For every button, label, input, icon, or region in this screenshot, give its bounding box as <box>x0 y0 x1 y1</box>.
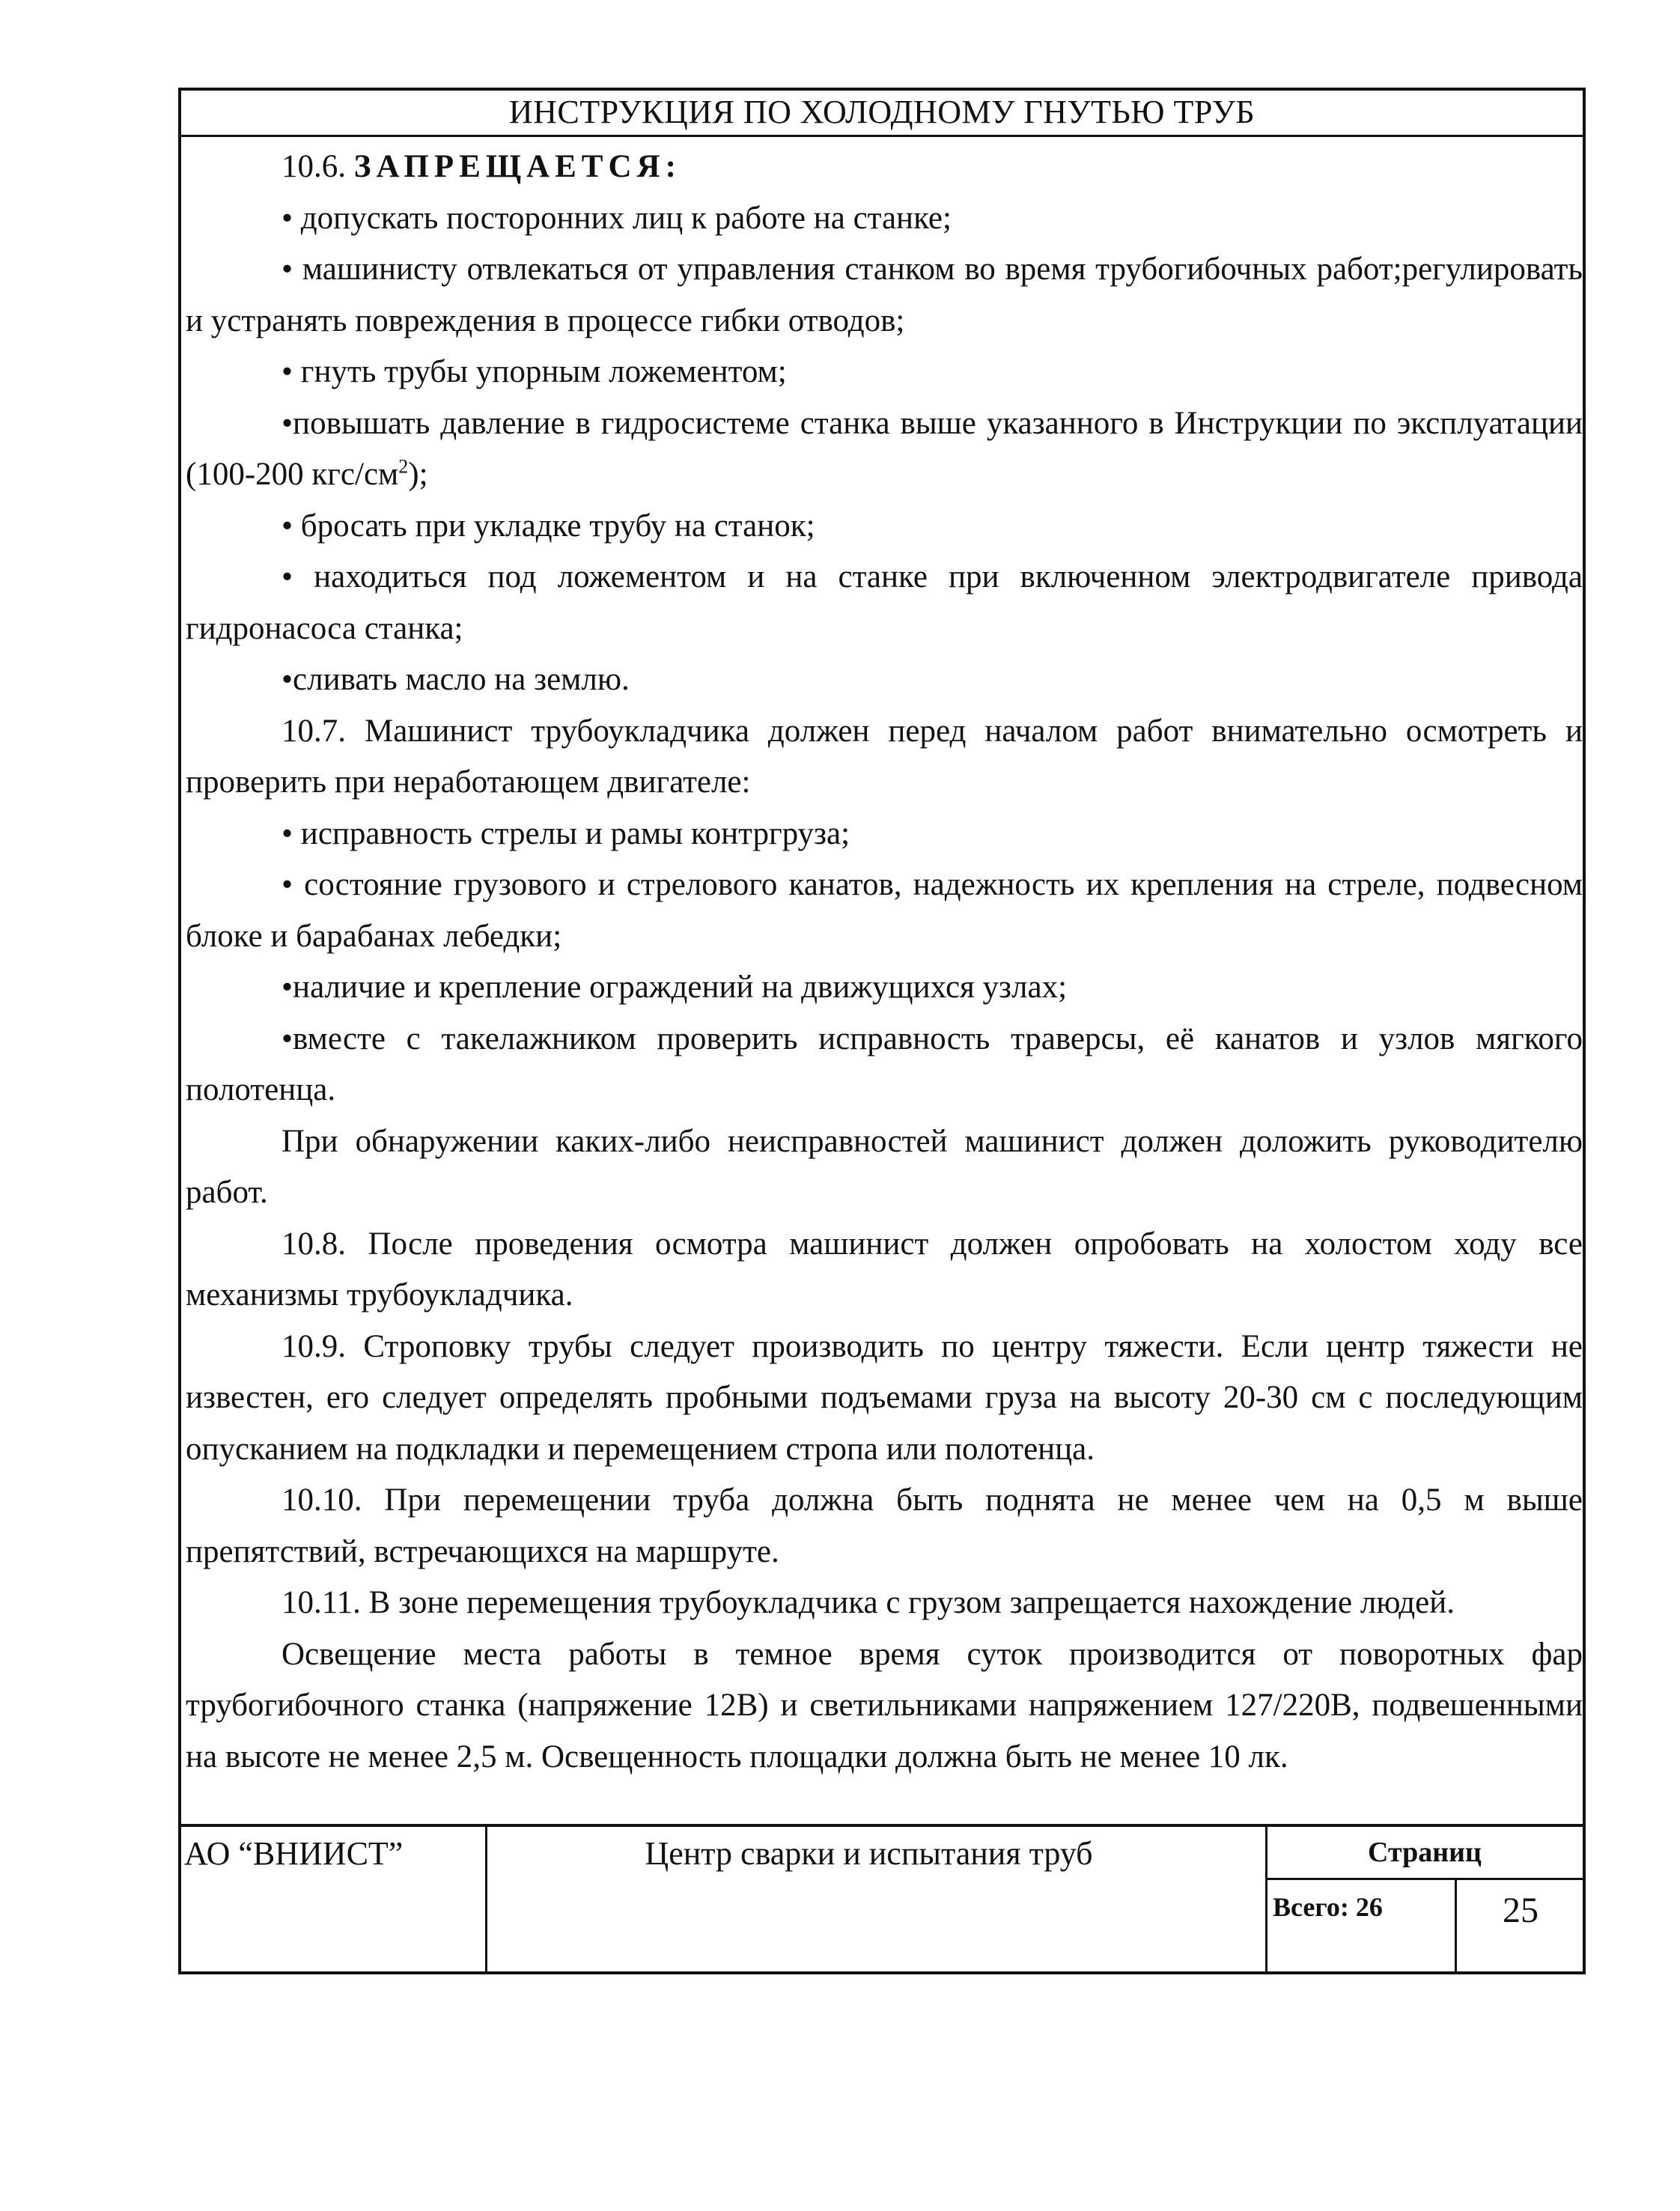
section-10-10: 10.10. При перемещении труба должна быть поднята не менее чем на 0,5 м выше препятствий, встречающихся на маршруте. <box>186 1482 1583 1569</box>
prohibition-item: • бросать при укладке трубу на станок; <box>281 508 815 544</box>
prohibition-item: • гнуть трубы упорным ложементом; <box>281 354 787 389</box>
prohibited-heading: ЗАПРЕЩАЕТСЯ: <box>353 149 681 184</box>
document-body <box>186 142 1583 1783</box>
check-item: •наличие и крепление ограждений на движущихся узлах; <box>281 970 1068 1005</box>
pages-label: Страниц <box>1368 1837 1482 1868</box>
section-number: 10.6. <box>281 149 346 184</box>
prohibition-item: • допускать посторонних лиц к работе на станке; <box>281 200 952 236</box>
check-item: •вместе с такелажником проверить исправность траверсы, её канатов и узлов мягкого полотенца. <box>186 1021 1583 1107</box>
check-item: • состояние грузового и стрелового канатов, надежность их крепления на стреле, подвесном блоке и барабанах лебедки; <box>186 867 1583 954</box>
section-10-11: 10.11. В зоне перемещения трубоукладчика с грузом запрещается нахождение людей. <box>281 1585 1455 1620</box>
page-number: 25 <box>1503 1891 1539 1930</box>
prohibition-item: • находиться под ложементом и на станке при включенном электродвигателе привода гидронасоса станка; <box>186 559 1583 646</box>
prohibition-item: •сливать масло на землю. <box>281 662 630 697</box>
defects-paragraph: При обнаружении каких-либо неисправностей машинист должен доложить руководителю работ. <box>186 1123 1583 1210</box>
superscript: 2 <box>398 455 409 478</box>
total-pages: Всего: 26 <box>1273 1892 1383 1922</box>
department-name: Центр сварки и испытания труб <box>645 1835 1093 1872</box>
section-10-9: 10.9. Строповку трубы следует производить по центру тяжести. Если центр тяжести не известен, его следует определять пробными подъемами груза на высоту 20-30 см с последующим опусканием на подкладки и перемещением стропа или полотенца. <box>186 1328 1583 1467</box>
organization-name: АО “ВНИИСТ” <box>184 1835 404 1872</box>
footer-block <box>178 1824 1586 1974</box>
check-item: • исправность стрелы и рамы контргруза; <box>281 815 850 851</box>
document-page <box>178 88 1586 1974</box>
section-10-8: 10.8. После проведения осмотра машинист должен опробовать на холостом ходу все механизмы трубоукладчика. <box>186 1226 1583 1313</box>
pages-divider <box>1267 1878 1586 1880</box>
lighting-paragraph: Освещение места работы в темное время суток производится от поворотных фар трубогибочного станка (напряжение 12В) и светильниками напряжением 127/220В, подвешенными на высоте не менее 2,5 м. Освещенность площадки должна быть не менее 10 лк. <box>186 1636 1583 1774</box>
prohibition-item: • машинисту отвлекаться от управления станком во время трубогибочных работ;регулировать и устранять повреждения в процессе гибки отводов; <box>186 252 1583 338</box>
prohibition-item-pressure <box>186 398 1583 501</box>
pressure-text: •повышать давление в гидросистеме станка выше указанного в Инструкции по эксплуатации (100-200 кгс/см <box>186 405 1583 492</box>
footer-divider <box>485 1827 487 1974</box>
section-10-7: 10.7. Машинист трубоукладчика должен перед началом работ внимательно осмотреть и проверить при неработающем двигателе: <box>186 713 1583 800</box>
section-10-6-heading <box>186 142 1583 193</box>
document-title: ИНСТРУКЦИЯ ПО ХОЛОДНОМУ ГНУТЬЮ ТРУБ <box>178 88 1586 137</box>
pressure-text-end: ); <box>408 457 428 492</box>
